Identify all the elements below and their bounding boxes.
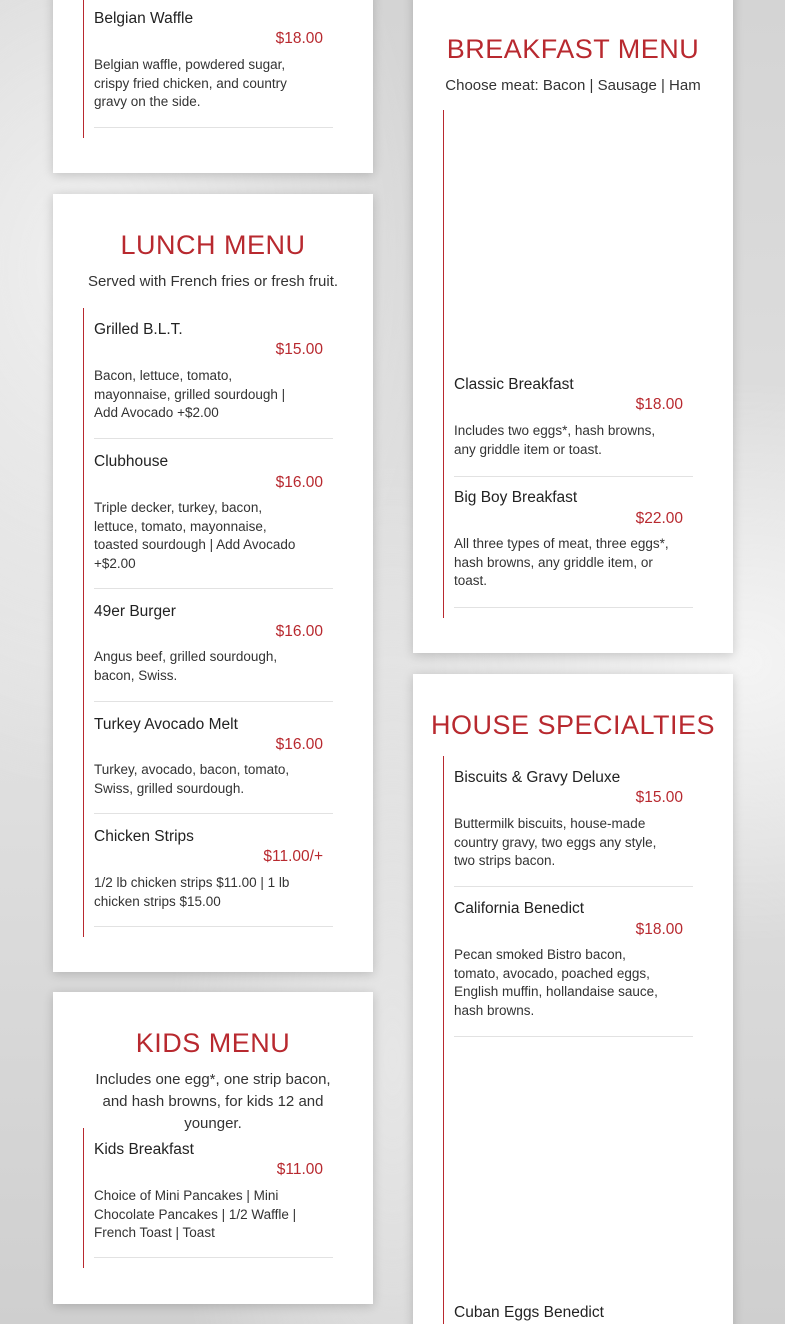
menu-item	[94, 308, 333, 439]
item-name: Cuban Eggs Benedict	[454, 1304, 604, 1321]
section-title: KIDS MENU	[135, 1028, 291, 1058]
item-description: 1/2 lb chicken strips $11.00 | 1 lb chicken strips $15.00	[94, 875, 290, 909]
section-subtitle: Choose meat: Bacon | Sausage | Ham	[445, 77, 701, 94]
item-price: $22.00	[635, 510, 683, 527]
item-name: Kids Breakfast	[94, 1141, 194, 1158]
menu-item	[94, 814, 333, 927]
menu-item	[454, 477, 693, 608]
item-description: Pecan smoked Bistro bacon, tomato, avocado, poached eggs, English muffin, hollandaise sauce, hash browns.	[454, 947, 658, 1018]
item-name: Grilled B.L.T.	[94, 321, 183, 338]
item-name: 49er Burger	[94, 603, 176, 620]
kids-menu-card	[53, 992, 373, 1304]
item-name: Biscuits & Gravy Deluxe	[454, 769, 621, 786]
menu-item-list	[443, 110, 693, 618]
item-name: Turkey Avocado Melt	[94, 716, 238, 733]
section-title: HOUSE SPECIALTIES	[430, 710, 716, 740]
image-placeholder	[444, 110, 693, 364]
item-description: Triple decker, turkey, bacon, lettuce, tomato, mayonnaise, toasted sourdough | Add Avocado +$2.00	[94, 500, 296, 571]
section-subtitle: Served with French fries or fresh fruit.	[87, 273, 339, 290]
house-specialties-card	[413, 674, 733, 1324]
item-name: Chicken Strips	[94, 828, 194, 845]
menu-item-list	[83, 1128, 333, 1268]
item-price: $11.00/+	[263, 848, 323, 865]
item-price: $11.00	[276, 1161, 323, 1178]
section-title: BREAKFAST MENU	[446, 34, 700, 64]
menu-item	[454, 887, 693, 1037]
section-subtitle: Includes one egg*, one strip bacon, and hash browns, for kids 12 and younger.	[95, 1071, 331, 1132]
item-description: Bacon, lettuce, tomato, mayonnaise, grilled sourdough | Add Avocado +$2.00	[94, 368, 286, 420]
item-description: Buttermilk biscuits, house-made country gravy, two eggs any style, two strips bacon.	[454, 816, 657, 868]
item-description: Turkey, avocado, bacon, tomato, Swiss, grilled sourdough.	[94, 762, 290, 796]
menu-item	[94, 0, 333, 128]
menu-item	[94, 589, 333, 702]
menu-card-continued	[53, 0, 373, 173]
menu-item	[454, 1292, 693, 1324]
breakfast-menu-card	[413, 0, 733, 653]
item-price: $15.00	[635, 789, 683, 806]
item-description: Choice of Mini Pancakes | Mini Chocolate Pancakes | 1/2 Waffle | French Toast | Toast	[94, 1188, 297, 1240]
menu-item-list	[443, 756, 693, 1324]
item-name: Big Boy Breakfast	[454, 489, 578, 506]
menu-item	[94, 1128, 333, 1258]
menu-item-list	[83, 0, 333, 138]
lunch-menu-card	[53, 194, 373, 972]
item-name: Classic Breakfast	[454, 376, 574, 393]
item-description: All three types of meat, three eggs*, hash browns, any griddle item, or toast.	[454, 536, 669, 588]
item-name: Clubhouse	[94, 453, 169, 470]
item-price: $16.00	[275, 474, 323, 491]
section-title: LUNCH MENU	[120, 230, 306, 260]
item-price: $18.00	[635, 396, 683, 413]
item-description: Includes two eggs*, hash browns, any griddle item or toast.	[454, 423, 656, 457]
menu-item-list	[83, 308, 333, 937]
item-price: $16.00	[275, 736, 323, 753]
item-price: $18.00	[635, 921, 683, 938]
item-price: $15.00	[275, 341, 323, 358]
item-name: California Benedict	[454, 900, 585, 917]
item-price: $18.00	[275, 30, 323, 47]
item-name: Belgian Waffle	[94, 10, 194, 27]
item-description: Belgian waffle, powdered sugar, crispy fried chicken, and country gravy on the side.	[94, 57, 287, 109]
menu-item	[94, 439, 333, 589]
menu-item	[94, 702, 333, 814]
item-price: $16.00	[275, 623, 323, 640]
menu-item	[454, 756, 693, 887]
menu-item	[454, 364, 693, 477]
item-description: Angus beef, grilled sourdough, bacon, Swiss.	[94, 649, 278, 683]
image-placeholder	[444, 1037, 693, 1292]
